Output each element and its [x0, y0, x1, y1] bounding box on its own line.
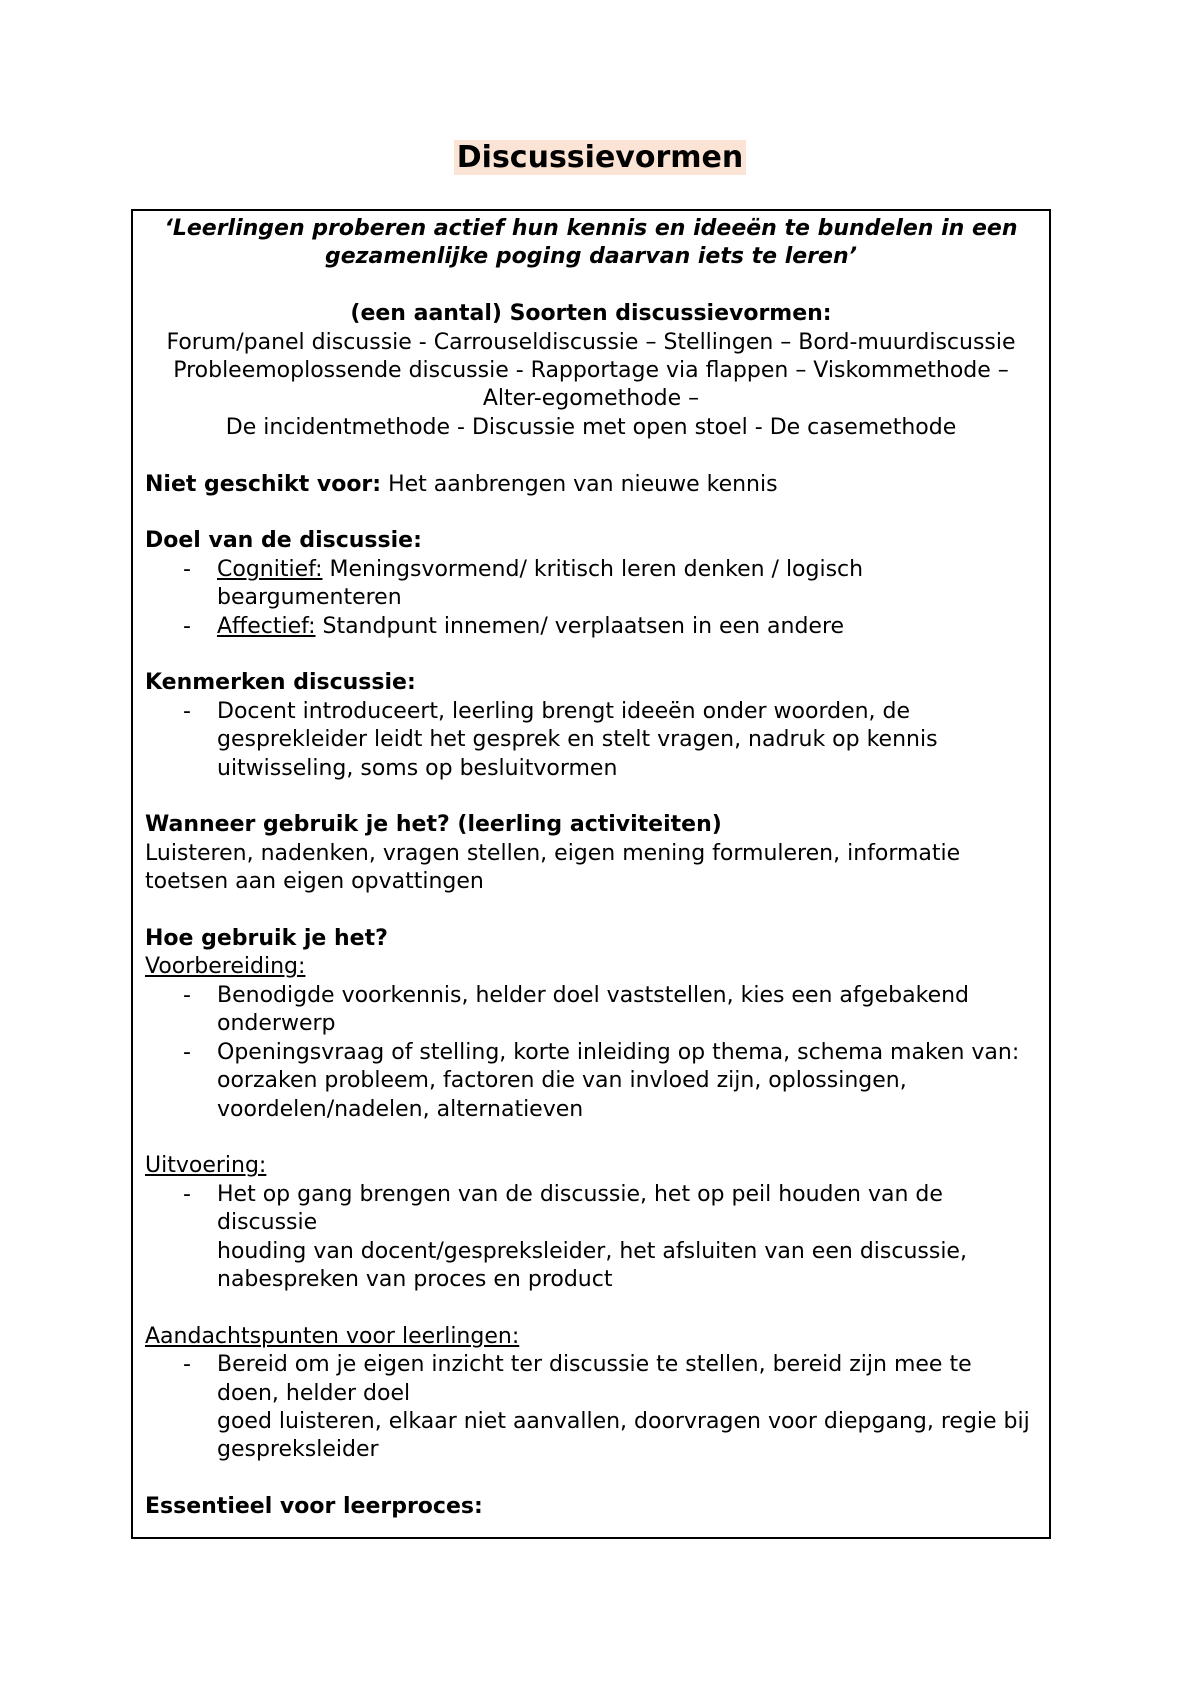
- cognitief-label: Cognitief:: [217, 556, 323, 582]
- aandacht-label: Aandachtspunten voor leerlingen:: [145, 1323, 520, 1349]
- niet-geschikt: [145, 471, 1037, 499]
- soorten-heading: (een aantal) Soorten discussievormen:: [350, 301, 832, 327]
- soorten-line-1: Forum/panel discussie - Carrouseldiscussie – Stellingen – Bord-muurdiscussie: [166, 329, 1016, 355]
- hoe-section: [145, 925, 1037, 1465]
- list-item: - Cognitief: Meningsvormend/ kritisch leren denken / logisch beargumenteren: [183, 556, 864, 611]
- doel-section: [145, 527, 1037, 641]
- content-box: [131, 209, 1051, 1539]
- uitvoering-label: Uitvoering:: [145, 1153, 267, 1179]
- list-item: - Benodigde voorkennis, helder doel vaststellen, kies een afgebakend onderwerp: [183, 982, 970, 1037]
- kenmerken-heading: Kenmerken discussie:: [145, 670, 416, 696]
- soorten-line-2: Probleemoplossende discussie - Rapportage via flappen – Viskommethode – Alter-egomethode –: [173, 358, 1009, 412]
- niet-geschikt-text: Het aanbrengen van nieuwe kennis: [381, 471, 778, 497]
- soorten-line-3: De incidentmethode - Discussie met open stoel - De casemethode: [225, 414, 957, 440]
- list-item: - Bereid om je eigen inzicht ter discussie te stellen, bereid zijn mee te doen, helder doel goed luisteren, elkaar niet aanvallen, doorvragen voor diepgang, regie bij gespreksleider: [183, 1352, 1030, 1463]
- intro-quote: ‘Leerlingen proberen actief hun kennis en ideeën te bundelen in een gezamenlijke poging daarvan iets te leren’: [164, 216, 1018, 270]
- list-item: - Het op gang brengen van de discussie, het op peil houden van de discussie houding van docent/gespreksleider, het afsluiten van een discussie, nabespreken van proces en product: [183, 1181, 967, 1292]
- list-item: - Affectief: Standpunt innemen/ verplaatsen in een andere: [183, 613, 845, 639]
- doel-heading: Doel van de discussie:: [145, 528, 422, 554]
- page-title: Discussievormen: [0, 140, 1200, 175]
- niet-geschikt-label: Niet geschikt voor:: [145, 471, 382, 497]
- soorten-section: [145, 300, 1037, 442]
- affectief-label: Affectief:: [217, 613, 316, 639]
- hoe-heading: Hoe gebruik je het?: [145, 926, 388, 952]
- kenmerken-section: [145, 669, 1037, 783]
- wanneer-text: Luisteren, nadenken, vragen stellen, eigen mening formuleren, informatie toetsen aan eigen opvattingen: [145, 840, 961, 895]
- wanneer-heading: Wanneer gebruik je het? (leerling activiteiten): [145, 812, 722, 838]
- voorbereiding-label: Voorbereiding:: [145, 954, 306, 980]
- wanneer-section: [145, 811, 1037, 896]
- essentieel-heading: Essentieel voor leerproces:: [145, 1494, 483, 1520]
- list-item: - Openingsvraag of stelling, korte inleiding op thema, schema maken van: oorzaken probleem, factoren die van invloed zijn, oplossingen, voordelen/nadelen, alternatieven: [183, 1039, 1020, 1122]
- list-item: - Docent introduceert, leerling brengt ideeën onder woorden, de gesprekleider leidt het gesprek en stelt vragen, nadruk op kennis uitwisseling, soms op besluitvormen: [183, 698, 938, 781]
